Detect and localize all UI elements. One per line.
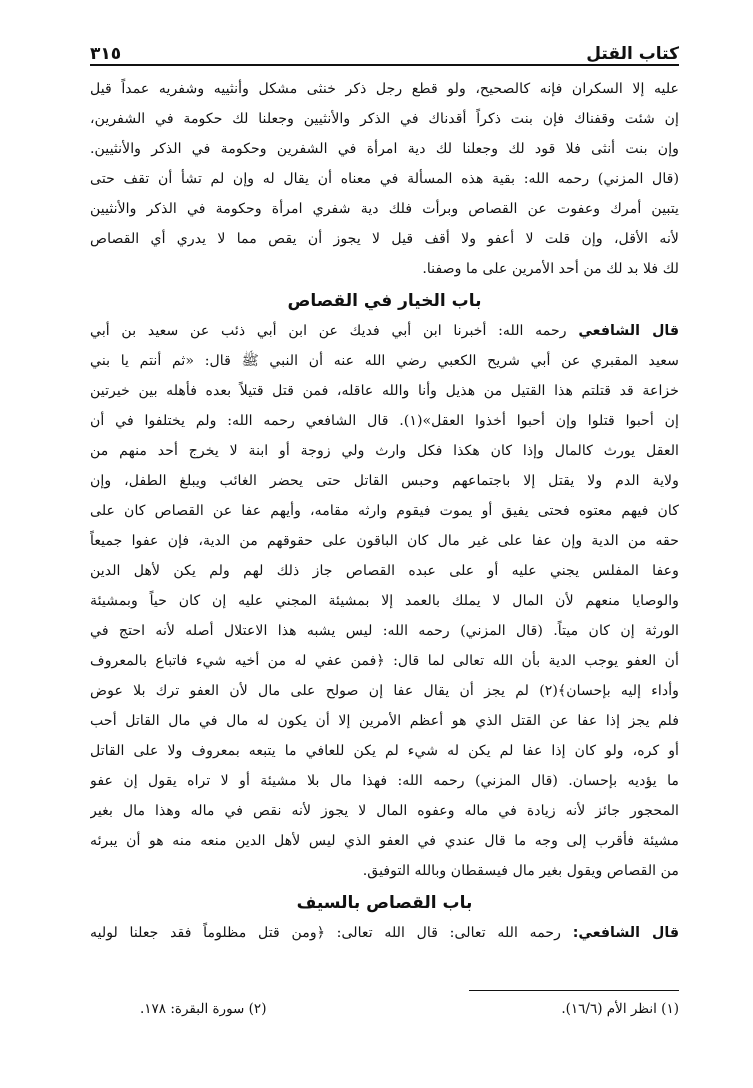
header-rule: [90, 64, 679, 66]
text-line: المحجور جائز لأنه زيادة في ماله وعفوه المال لا يجوز لأنه نقص في ماله وهذا مال بغير: [90, 803, 679, 819]
page-number: ٣١٥: [90, 44, 122, 64]
section-heading: باب القصاص بالسيف: [296, 893, 473, 913]
paragraph-first-line: [90, 918, 679, 948]
text-line: والوصايا منعهم لأن المال لا يملك بالعمد إلا بمشيئة المجني عليه إن كان حياً وبمشيئة: [90, 593, 679, 609]
text-line: لأنه الأقل، وإن قلت لا أعفو ولا أقف قيل لا يجوز أن يقص مما لا يدري أي القصاص: [90, 231, 679, 247]
text-line: فلم يجز إذا عفا عن القتل الذي هو أعظم الأمرين إلا أن يكون له مال في مال القاتل أحب: [90, 713, 679, 729]
text-line: مشيئة فأقرب إلى وجه ما قال عندي في العفو الذي ليس لأهل الدين منعه منه هو أن يبرئه: [90, 833, 679, 849]
footnotes: [140, 995, 679, 1023]
text-line: عليه إلا السكران فإنه كالصحيح، ولو قطع رجل ذكر خنثى مشكل وأنثييه وشفريه عمداً قيل: [90, 81, 679, 97]
section-heading: باب الخيار في القصاص: [287, 291, 482, 311]
footnote-1: (١) انظر الأم (١٦/٦).: [561, 1001, 679, 1017]
running-header: [90, 30, 679, 64]
paragraph-first-line: [90, 316, 679, 346]
text-line: يتبين أمرك وعفوت عن القصاص وبرأت فلك دية شفري امرأة وحكومة في الذكر والأنثيين: [90, 201, 679, 217]
chapter-title: كتاب القتل: [586, 44, 679, 64]
first-line-text: رحمه الله تعالى: قال الله تعالى: ﴿ومن قتل مظلوماً فقد جعلنا لوليه: [90, 925, 573, 941]
text-line: ما يؤديه بإحسان. (قال المزني) رحمه الله: فهذا مال بلا مشيئة أو لا تراه يقول إن عفو: [90, 773, 679, 789]
text-line: إن شئت وقفناك فإن بنت ذكراً أقدناك في الذكر والأنثيين وجعلنا لك حكومة في الشفرين،: [90, 111, 679, 127]
text-line: سعيد المقبري عن أبي شريح الكعبي رضي الله عنه أن النبي ﷺ قال: «ثم أنتم يا بني: [90, 353, 679, 369]
text-line: الورثة إن كان ميتاً. (قال المزني) رحمه الله: ليس يشبه هذا الاعتلال أصله لأنه احتج في: [90, 623, 679, 639]
text-line: وأداء إليه بإحسان﴾(٢) لم يجز أن يقال عفا إن صولح على مال لأن العفو ترك بلا عوض: [90, 683, 679, 699]
text-line: وإن بنت أنثى فلا قود لك وجعلنا لك دية امرأة في الشفرين وحكومة في الذكر والأنثيين.: [90, 141, 679, 157]
text-line: وعفا المفلس يجني عليه أو على عبده القصاص جاز ذلك لهم ولم يكن لأهل الدين: [90, 563, 679, 579]
first-line-text: رحمه الله: أخبرنا ابن أبي فديك عن ابن أبي ذئب عن سعيد بن أبي: [90, 323, 579, 339]
text-line: أن العفو يوجب الدية بأن الله تعالى لما قال: ﴿فمن عفي له من أخيه شيء فاتباع بالمعروف: [90, 653, 679, 669]
text-body: [90, 74, 679, 974]
footnote-2: (٢) سورة البقرة: ١٧٨.: [140, 1001, 267, 1017]
text-line: إن أحبوا قتلوا وإن أحبوا أخذوا العقل»(١). قال الشافعي رحمه الله: ولم يختلفوا في أن: [90, 413, 679, 429]
text-line: حقه من الدية وإن عفا على غير مال كان الباقون على حقوقهم من الدية، فإن عفوا جميعاً: [90, 533, 679, 549]
text-line: أو كره، ولو كان إذا عفا لم يكن له شيء لم يكن للعافي ما يتبعه بمعروف ولا على القاتل: [90, 743, 679, 759]
footnote-rule: [469, 990, 679, 991]
text-line: خزاعة قد قتلتم هذا القتيل من هذيل وأنا والله عاقله، فمن قتل قتيلاً بعده فأهله بين خيرتين: [90, 383, 679, 399]
text-line: لك فلا بد لك من أحد الأمرين على ما وصفنا.: [422, 261, 679, 277]
text-line: ولاية الدم ولا يقتل إلا باجتماعهم وحبس القاتل حتى يحضر الغائب ويبلغ الطفل، وإن: [90, 473, 679, 489]
text-line: (قال المزني) رحمه الله: بقية هذه المسألة في معناه أن يقال له وإن لم تشأ أن تقف حتى: [90, 171, 679, 187]
text-line: العقل يورث كالمال وإذا كان هكذا فكل وارث ولي زوجة أو ابنة لا يخرج أحد منهم من: [90, 443, 679, 459]
speaker-label: قال الشافعي:: [572, 925, 679, 941]
text-line: كان فيهم معتوه فحتى يفيق أو يموت فيقوم وارثه مقامه، وأيهم عفا عن القصاص كان على: [90, 503, 679, 519]
speaker-label: قال الشافعي: [578, 323, 679, 339]
text-line: من القصاص ويقول بغير مال فيسقطان وبالله التوفيق.: [362, 863, 679, 879]
